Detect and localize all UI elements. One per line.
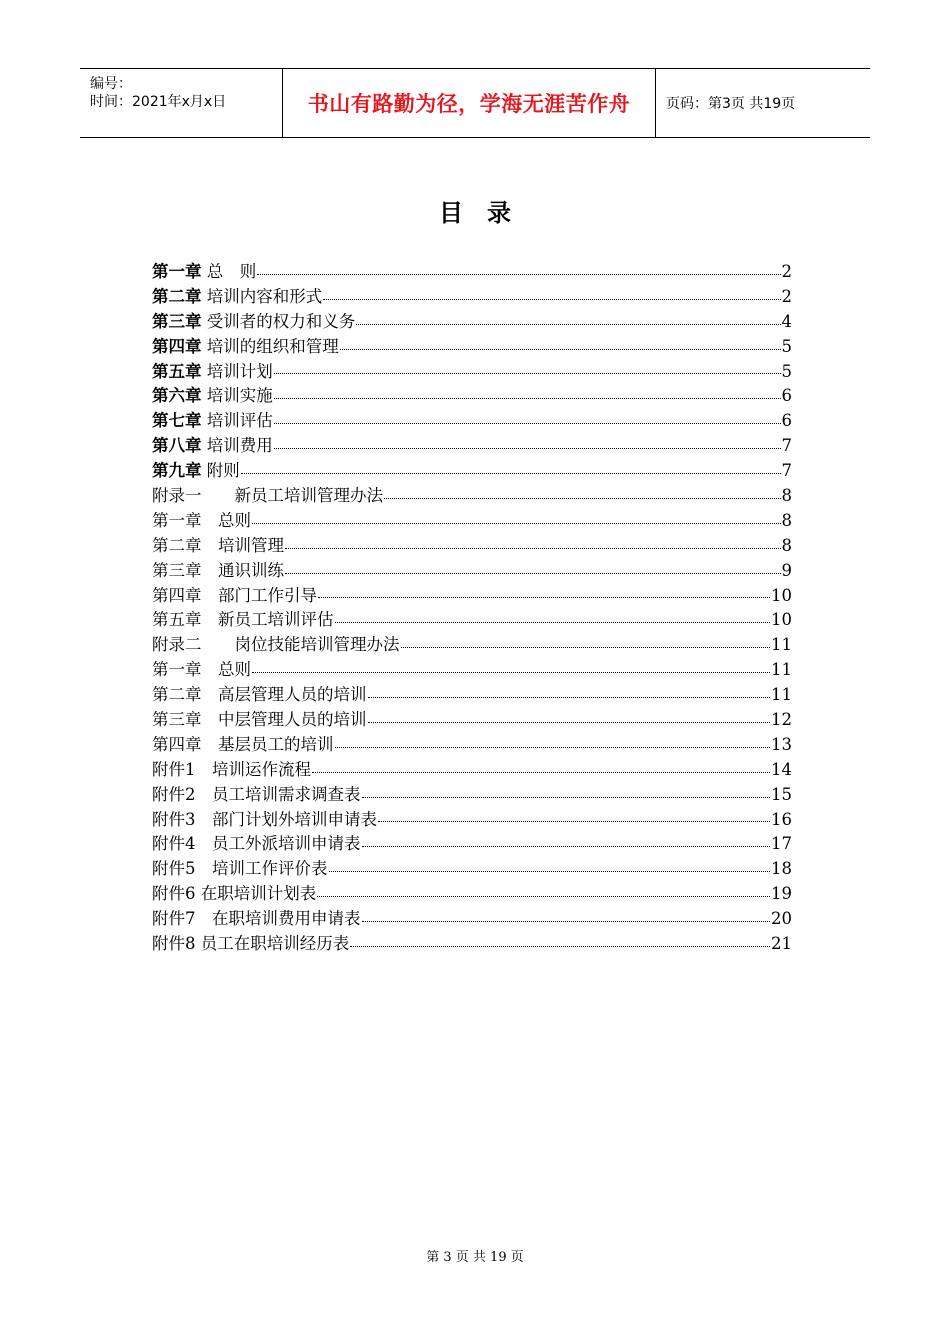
toc-leader-dots xyxy=(362,845,771,847)
toc-page-number: 6 xyxy=(781,411,792,431)
toc-entry[interactable] xyxy=(152,880,792,905)
toc-leader-dots xyxy=(285,547,781,549)
toc-entry[interactable] xyxy=(152,905,792,930)
toc-leader-dots xyxy=(274,372,781,374)
toc-entry-label xyxy=(152,756,311,780)
toc-page-number: 16 xyxy=(771,809,792,829)
toc-entry-title: 第二章 培训管理 xyxy=(152,535,284,555)
toc-entry[interactable] xyxy=(152,930,792,955)
toc-leader-dots xyxy=(318,596,770,598)
toc-entry[interactable] xyxy=(152,557,792,582)
toc-entry-title: 附件8 员工在职培训经历表 xyxy=(152,934,350,954)
toc-page-number: 13 xyxy=(771,734,792,754)
footer-page-number: 第 3 页 共 19 页 xyxy=(426,1250,524,1265)
toc-chapter-number: 第六章 xyxy=(152,386,202,406)
toc-leader-dots xyxy=(252,671,770,673)
toc-leader-dots xyxy=(317,895,770,897)
toc-entry-label xyxy=(152,532,284,556)
toc-entry[interactable] xyxy=(152,532,792,557)
number-label: 编号： xyxy=(90,76,132,92)
toc-entry-title: 培训评估 xyxy=(201,411,273,431)
toc-leader-dots xyxy=(241,472,781,474)
toc-entry-title: 第五章 新员工培训评估 xyxy=(152,610,334,630)
toc-entry-label xyxy=(152,258,256,282)
toc-entry-label xyxy=(152,283,322,307)
toc-entry-title: 受训者的权力和义务 xyxy=(201,311,356,331)
toc-leader-dots xyxy=(274,447,781,449)
toc-page-number: 21 xyxy=(771,934,792,954)
motto-text: 书山有路勤为径，学海无涯苦作舟 xyxy=(307,92,631,116)
toc-page-number: 11 xyxy=(771,660,792,680)
toc-entry-label xyxy=(152,656,251,680)
toc-entry[interactable] xyxy=(152,358,792,383)
document-header xyxy=(80,68,870,138)
toc-chapter-number: 第八章 xyxy=(152,436,202,456)
toc-page-number: 8 xyxy=(781,535,792,555)
toc-page-number: 15 xyxy=(771,784,792,804)
toc-entry[interactable] xyxy=(152,830,792,855)
header-meta-cell xyxy=(80,69,283,137)
toc-entry[interactable] xyxy=(152,806,792,831)
toc-leader-dots xyxy=(356,323,780,325)
toc-leader-dots xyxy=(378,820,770,822)
toc-entry-label xyxy=(152,432,273,456)
toc-page-number: 6 xyxy=(781,386,792,406)
toc-entry-label xyxy=(152,308,355,332)
toc-leader-dots xyxy=(257,273,780,275)
toc-entry-label xyxy=(152,830,361,854)
toc-entry[interactable] xyxy=(152,507,792,532)
time-label: 时间：2021年x月x日 xyxy=(90,94,227,110)
toc-chapter-number: 第二章 xyxy=(152,286,202,306)
toc-leader-dots xyxy=(329,870,771,872)
toc-entry[interactable] xyxy=(152,432,792,457)
toc-chapter-number: 第九章 xyxy=(152,461,202,481)
toc-entry-title: 第四章 部门工作引导 xyxy=(152,585,317,605)
toc-entry-title: 培训的组织和管理 xyxy=(201,336,339,356)
toc-entry[interactable] xyxy=(152,731,792,756)
toc-entry-label xyxy=(152,781,361,805)
toc-entry-label xyxy=(152,582,317,606)
toc-page-number: 19 xyxy=(771,884,792,904)
toc-entry-label xyxy=(152,507,251,531)
toc-entry[interactable] xyxy=(152,582,792,607)
toc-chapter-number: 第五章 xyxy=(152,361,202,381)
toc-entry-title: 第四章 基层员工的培训 xyxy=(152,734,334,754)
toc-entry-title: 附件4 员工外派培训申请表 xyxy=(152,834,361,854)
toc-page-number: 18 xyxy=(771,859,792,879)
toc-entry[interactable] xyxy=(152,258,792,283)
toc-entry-label xyxy=(152,706,367,730)
toc-page-number: 12 xyxy=(771,710,792,730)
toc-entry-label xyxy=(152,333,339,357)
toc-leader-dots xyxy=(335,746,771,748)
toc-entry-label xyxy=(152,557,284,581)
toc-page-number: 8 xyxy=(781,510,792,530)
header-motto-cell xyxy=(283,69,656,137)
toc-entry[interactable] xyxy=(152,631,792,656)
toc-entry[interactable] xyxy=(152,681,792,706)
toc-page-number: 20 xyxy=(771,909,792,929)
toc-leader-dots xyxy=(274,397,781,399)
toc-entry-label xyxy=(152,731,334,755)
toc-entry-label xyxy=(152,806,377,830)
toc-entry[interactable] xyxy=(152,308,792,333)
page-title: 目录 xyxy=(439,199,535,227)
toc-page-number: 11 xyxy=(771,685,792,705)
toc-entry-label xyxy=(152,482,383,506)
toc-entry-label xyxy=(152,930,349,954)
toc-entry-label xyxy=(152,457,240,481)
toc-entry-title: 培训费用 xyxy=(201,436,273,456)
header-page-cell xyxy=(656,69,870,137)
toc-leader-dots xyxy=(285,572,781,574)
toc-leader-dots xyxy=(323,298,780,300)
toc-page-number: 2 xyxy=(781,286,792,306)
toc-entry-title: 附录一 新员工培训管理办法 xyxy=(152,486,383,506)
toc-leader-dots xyxy=(362,796,771,798)
toc-page-number: 14 xyxy=(771,759,792,779)
toc-entry-title: 第一章 总则 xyxy=(152,510,251,530)
header-page-info: 页码：第3页 共19页 xyxy=(666,96,796,112)
toc-entry-title: 总 则 xyxy=(201,262,257,281)
toc-page-number: 10 xyxy=(771,610,792,630)
toc-entry-label xyxy=(152,358,273,382)
toc-page-number: 9 xyxy=(781,560,792,580)
toc-entry[interactable] xyxy=(152,382,792,407)
toc-entry-title: 附件6 在职培训计划表 xyxy=(152,884,317,904)
toc-entry[interactable] xyxy=(152,656,792,681)
toc-page-number: 11 xyxy=(771,635,792,655)
toc-entry[interactable] xyxy=(152,457,792,482)
toc-entry-label xyxy=(152,606,334,630)
toc-entry[interactable] xyxy=(152,482,792,507)
toc-page-number: 7 xyxy=(781,436,792,456)
toc-entry-title: 第二章 高层管理人员的培训 xyxy=(152,685,367,705)
toc-entry-label xyxy=(152,905,361,929)
toc-chapter-number: 第四章 xyxy=(152,336,202,356)
toc-entry-title: 附件5 培训工作评价表 xyxy=(152,859,328,879)
toc-entry-label xyxy=(152,681,367,705)
toc-entry-title: 附录二 岗位技能培训管理办法 xyxy=(152,635,400,655)
toc-leader-dots xyxy=(368,696,771,698)
toc-entry[interactable] xyxy=(152,606,792,631)
toc-entry[interactable] xyxy=(152,855,792,880)
toc-leader-dots xyxy=(252,522,781,524)
toc-entry-label xyxy=(152,631,400,655)
toc-entry[interactable] xyxy=(152,333,792,358)
toc-chapter-number: 第三章 xyxy=(152,311,202,331)
toc-entry-title: 附件3 部门计划外培训申请表 xyxy=(152,809,377,829)
toc-leader-dots xyxy=(312,771,770,773)
toc-page-number: 5 xyxy=(781,361,792,381)
toc-entry-title: 第三章 中层管理人员的培训 xyxy=(152,710,367,730)
toc-page-number: 17 xyxy=(771,834,792,854)
toc-entry-label xyxy=(152,855,328,879)
toc-leader-dots xyxy=(401,646,771,648)
toc-page-number: 2 xyxy=(781,262,792,281)
toc-entry-title: 附则 xyxy=(201,461,240,481)
toc-page-number: 10 xyxy=(771,585,792,605)
toc-leader-dots xyxy=(335,621,771,623)
toc-entry[interactable] xyxy=(152,756,792,781)
toc-entry-title: 第三章 通识训练 xyxy=(152,560,284,580)
toc-leader-dots xyxy=(340,348,781,350)
toc-entry-title: 附件2 员工培训需求调查表 xyxy=(152,784,361,804)
table-of-contents xyxy=(152,258,792,955)
toc-page-number: 8 xyxy=(781,486,792,506)
toc-entry-title: 培训计划 xyxy=(201,361,273,381)
toc-entry-title: 培训内容和形式 xyxy=(201,286,323,306)
toc-chapter-number: 第一章 xyxy=(152,262,202,281)
toc-leader-dots xyxy=(368,721,771,723)
page-footer xyxy=(0,1246,950,1265)
toc-entry-title: 第一章 总则 xyxy=(152,660,251,680)
toc-entry-title: 附件7 在职培训费用申请表 xyxy=(152,909,361,929)
toc-entry-title: 培训实施 xyxy=(201,386,273,406)
toc-chapter-number: 第七章 xyxy=(152,411,202,431)
toc-page-number: 7 xyxy=(781,461,792,481)
toc-entry[interactable] xyxy=(152,283,792,308)
toc-entry[interactable] xyxy=(152,706,792,731)
toc-leader-dots xyxy=(274,422,781,424)
toc-leader-dots xyxy=(350,945,770,947)
toc-leader-dots xyxy=(384,497,781,499)
toc-entry-label xyxy=(152,880,316,904)
toc-entry-label xyxy=(152,382,273,406)
toc-entry[interactable] xyxy=(152,781,792,806)
toc-leader-dots xyxy=(362,920,771,922)
toc-page-number: 4 xyxy=(781,311,792,331)
toc-page-number: 5 xyxy=(781,336,792,356)
toc-entry-title: 附件1 培训运作流程 xyxy=(152,759,311,779)
toc-entry[interactable] xyxy=(152,407,792,432)
toc-entry-label xyxy=(152,407,273,431)
